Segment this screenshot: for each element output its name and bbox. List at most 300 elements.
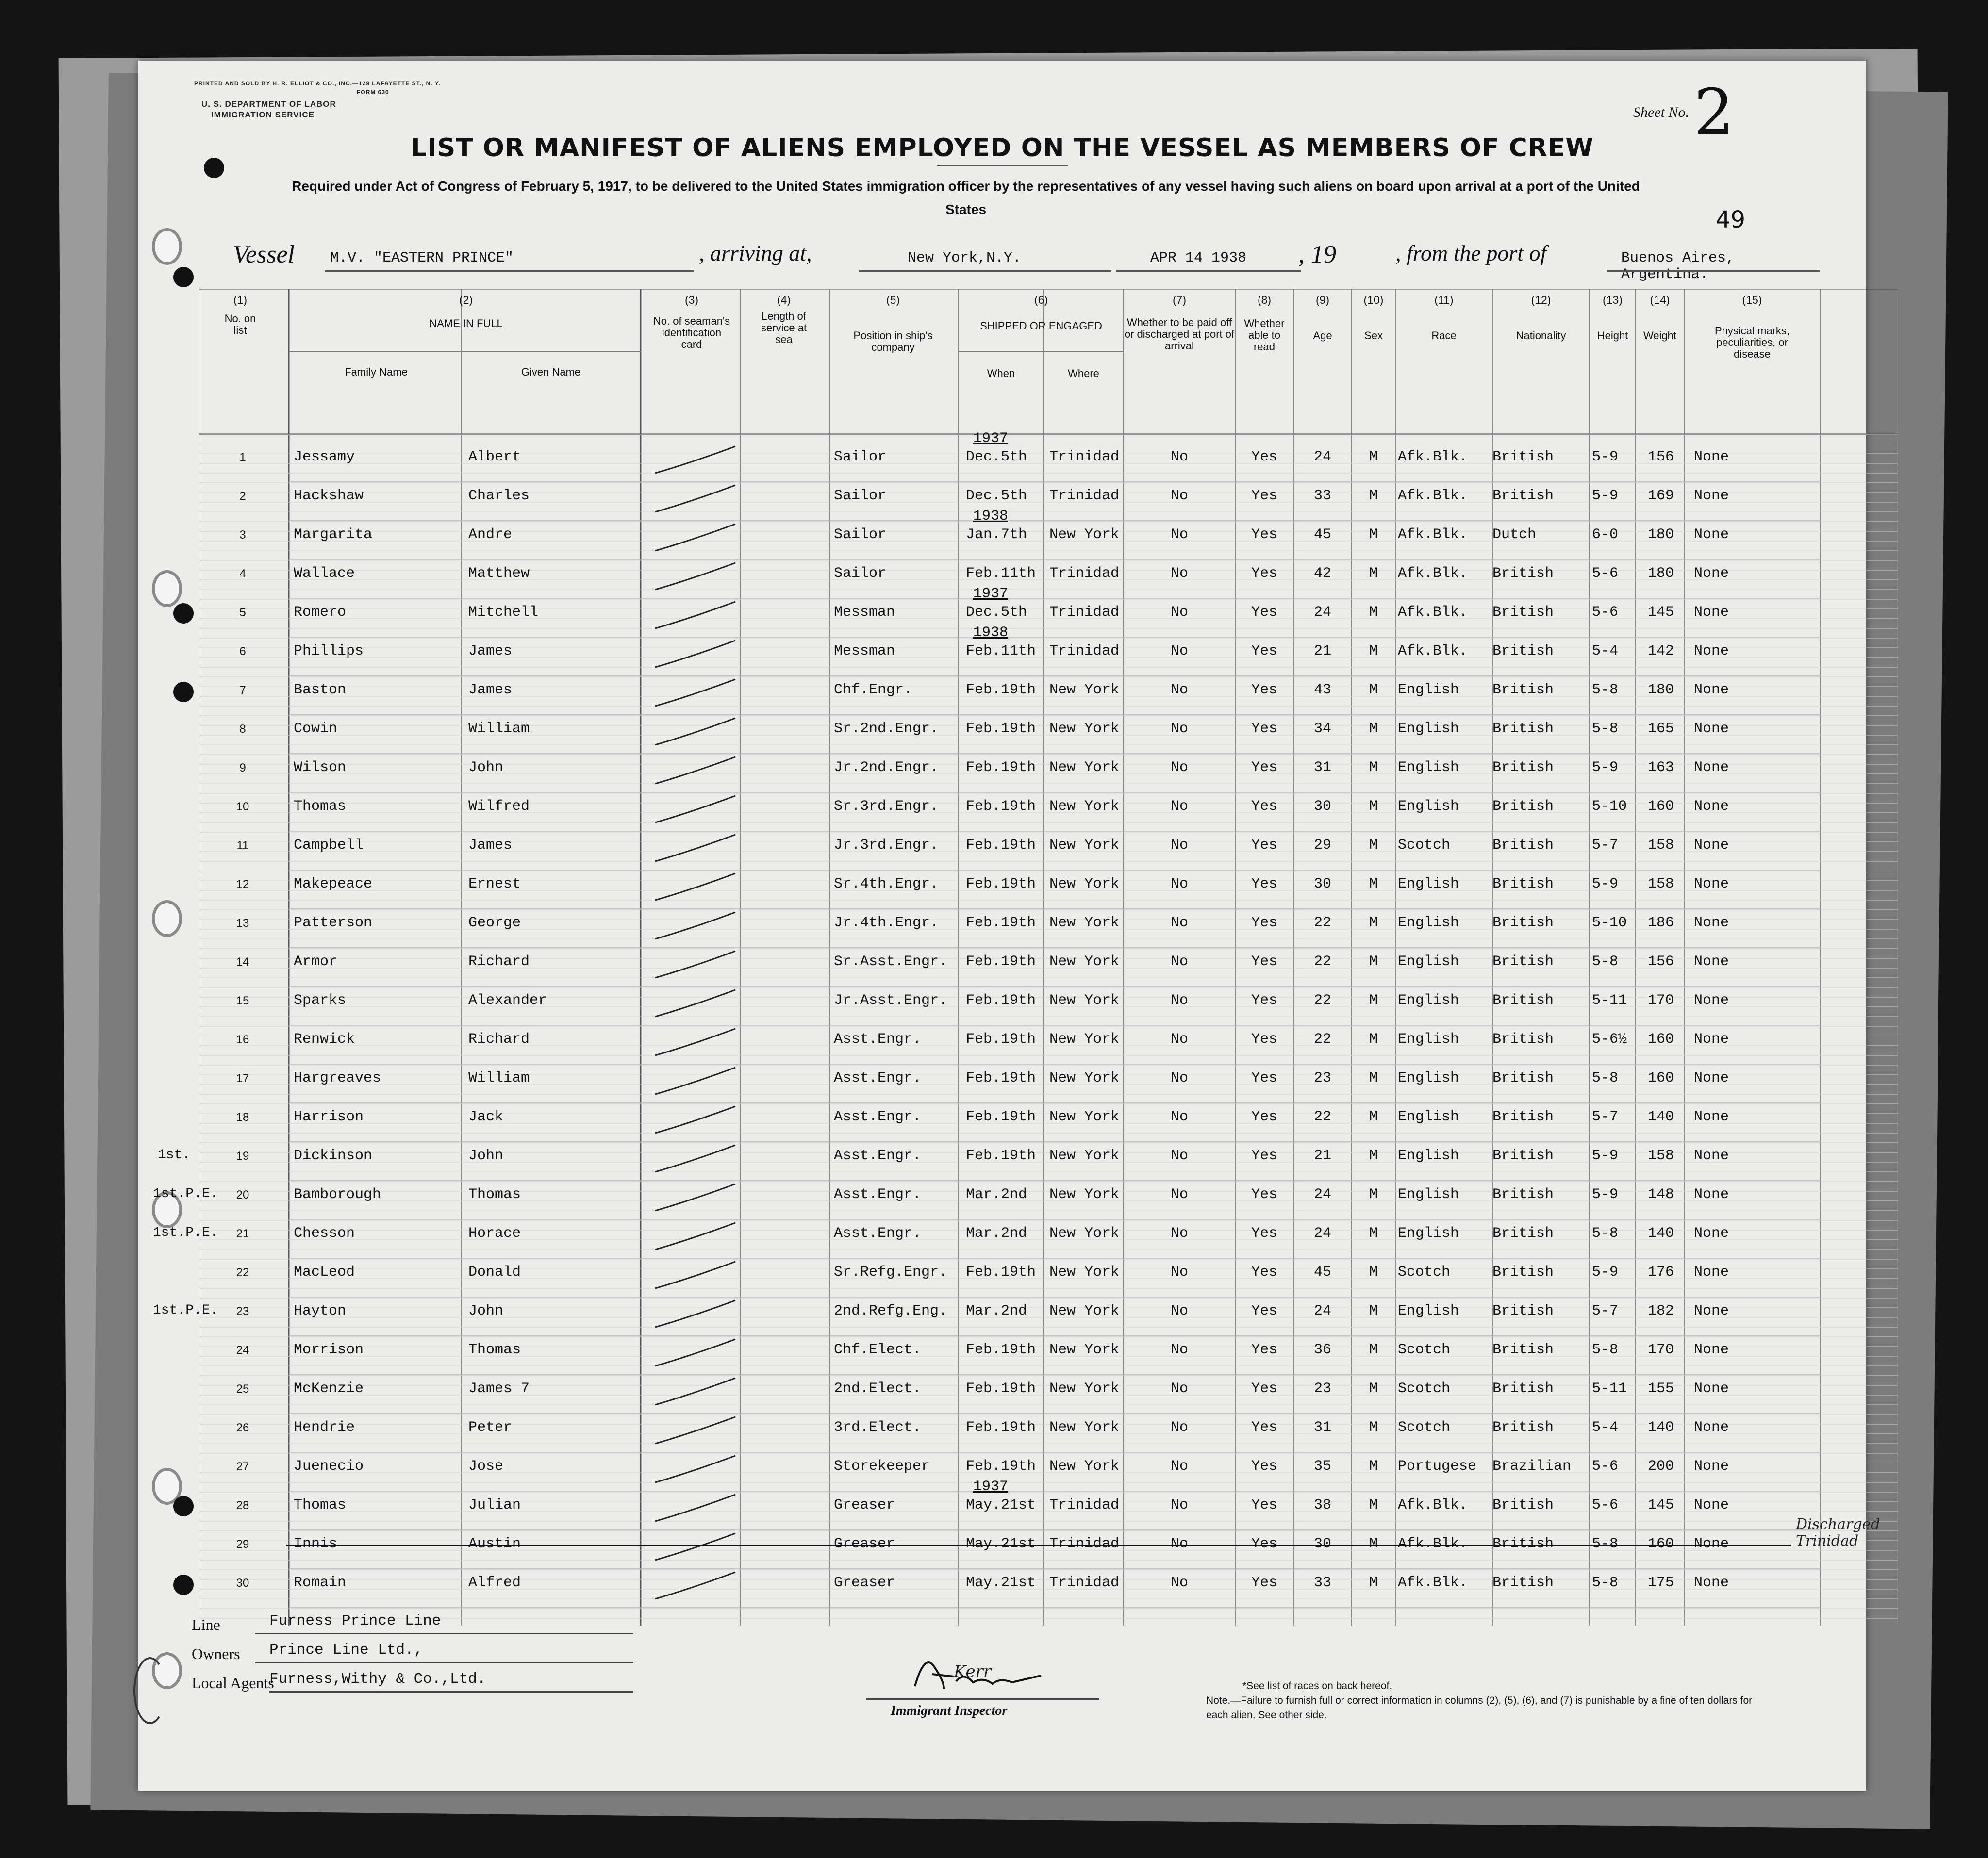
col-header-no: No. on list: [224, 312, 256, 336]
table-row: [199, 1342, 1898, 1381]
able-to-read: Yes: [1251, 1575, 1277, 1591]
position: 2nd.Refg.Eng.: [834, 1303, 948, 1319]
col-num: (6): [1034, 294, 1048, 306]
paid-off: No: [1170, 798, 1188, 815]
given-name: James: [468, 682, 513, 698]
page-subtitle: Required under Act of Congress of February 5, 1917, to be delivered to the United States immigration officer by the representatives of any vessel having such aliens on board upon arrival at a port of the United States: [292, 179, 1640, 217]
shipped-when: Feb.19th: [966, 837, 1036, 854]
col-header-shipped: SHIPPED OR ENGAGED: [980, 320, 1102, 332]
weight: 140: [1647, 1109, 1674, 1125]
shipped-where: New York: [1049, 1342, 1120, 1358]
agents-label: Local Agents: [192, 1674, 274, 1692]
able-to-read: Yes: [1251, 837, 1277, 854]
nationality: British: [1492, 488, 1554, 504]
weight: 140: [1647, 1419, 1674, 1436]
able-to-read: Yes: [1251, 721, 1277, 737]
nationality: British: [1492, 1575, 1554, 1591]
family-name: Chesson: [294, 1225, 355, 1242]
paid-off: No: [1170, 1419, 1188, 1436]
age: 24: [1313, 449, 1331, 465]
age: 42: [1313, 565, 1331, 582]
family-name: Harrison: [294, 1109, 364, 1125]
race: English: [1398, 1186, 1459, 1203]
col-header-id-card: No. of seaman's identification card: [653, 315, 730, 350]
able-to-read: Yes: [1251, 1303, 1277, 1319]
race: Afk.Blk.: [1398, 643, 1468, 659]
arriving-label: , arriving at,: [699, 241, 812, 265]
height: 5-9: [1592, 759, 1619, 776]
paid-off: No: [1170, 1031, 1188, 1048]
row-number: 19: [236, 1150, 249, 1163]
position: Jr.2nd.Engr.: [834, 759, 939, 776]
check-mark-icon: [650, 871, 747, 910]
age: 45: [1313, 526, 1331, 543]
owners-label: Owners: [192, 1645, 240, 1662]
given-name: Charles: [468, 488, 530, 504]
race: Scotch: [1398, 1381, 1451, 1397]
family-name: Patterson: [294, 915, 373, 931]
margin-note: 1st.P.E.: [153, 1303, 218, 1318]
line-label: Line: [192, 1616, 220, 1633]
check-mark-icon: [650, 638, 747, 677]
sex: M: [1369, 721, 1378, 737]
position: Greaser: [834, 1536, 895, 1552]
physical-marks: None: [1694, 1575, 1729, 1591]
sex: M: [1369, 992, 1378, 1009]
col-header-service: Length of service at sea: [761, 310, 807, 345]
physical-marks: None: [1694, 1186, 1729, 1203]
sex: M: [1369, 759, 1378, 776]
row-number: 8: [239, 723, 246, 736]
family-name: Juenecio: [294, 1458, 364, 1475]
col-num: (13): [1603, 294, 1623, 306]
able-to-read: Yes: [1251, 604, 1277, 621]
row-number: 22: [236, 1266, 249, 1279]
able-to-read: Yes: [1251, 954, 1277, 970]
from-port: Buenos Aires, Argentina.: [1621, 250, 1735, 283]
sex: M: [1369, 1575, 1378, 1591]
service-label: IMMIGRATION SERVICE: [211, 110, 315, 119]
nationality: British: [1492, 1186, 1554, 1203]
sex: M: [1369, 876, 1378, 892]
shipped-when: Feb.19th: [966, 1419, 1036, 1436]
paid-off: No: [1170, 721, 1188, 737]
age: 23: [1313, 1070, 1331, 1086]
paid-off: No: [1170, 837, 1188, 854]
shipped-where: Trinidad: [1049, 565, 1120, 582]
year-label: , 19: [1298, 241, 1336, 268]
family-name: Morrison: [294, 1342, 364, 1358]
shipped-when: Feb.19th: [966, 1109, 1036, 1125]
family-name: Hackshaw: [294, 488, 364, 504]
able-to-read: Yes: [1251, 449, 1277, 465]
sex: M: [1369, 1148, 1378, 1164]
age: 31: [1313, 1419, 1331, 1436]
col-header-family: Family Name: [345, 366, 408, 378]
able-to-read: Yes: [1251, 759, 1277, 776]
nationality: British: [1492, 759, 1554, 776]
row-number: 28: [236, 1499, 249, 1512]
family-name: Innis: [294, 1536, 338, 1552]
sheet-number: 2: [1694, 75, 1734, 149]
shipped-when: Feb.19th: [966, 759, 1036, 776]
shipped-where: New York: [1049, 1381, 1120, 1397]
check-mark-icon: [650, 949, 747, 987]
shipped-when: Feb.19th: [966, 1070, 1036, 1086]
weight: 200: [1647, 1458, 1674, 1475]
race: English: [1398, 682, 1459, 698]
weight: 155: [1647, 1381, 1674, 1397]
row-number: 5: [239, 606, 246, 619]
check-mark-icon: [650, 1453, 747, 1492]
strike-through: [286, 1545, 1791, 1546]
table-row: [199, 1381, 1898, 1419]
side-mark: 49: [1716, 206, 1746, 233]
paid-off: No: [1170, 1342, 1188, 1358]
family-name: Thomas: [294, 1497, 347, 1513]
shipped-where: New York: [1049, 721, 1120, 737]
height: 5-8: [1592, 1575, 1619, 1591]
race: Scotch: [1398, 1264, 1451, 1281]
row-number: 6: [239, 645, 246, 658]
family-name: Cowin: [294, 721, 338, 737]
race: English: [1398, 1031, 1459, 1048]
sex: M: [1369, 565, 1378, 582]
position: Messman: [834, 604, 895, 621]
year-mark: 1938: [973, 625, 1009, 641]
col-header-race: Race: [1431, 329, 1457, 342]
family-name: MacLeod: [294, 1264, 355, 1281]
able-to-read: Yes: [1251, 1497, 1277, 1513]
family-name: Margarita: [294, 526, 373, 543]
year-mark: 1937: [973, 586, 1009, 602]
family-name: Hayton: [294, 1303, 347, 1319]
family-name: Thomas: [294, 798, 347, 815]
sex: M: [1369, 449, 1378, 465]
shipped-where: New York: [1049, 1419, 1120, 1436]
row-number: 11: [236, 839, 249, 852]
nationality: British: [1492, 1419, 1554, 1436]
race: Afk.Blk.: [1398, 1536, 1468, 1552]
position: Sailor: [834, 449, 887, 465]
shipped-when: Feb.19th: [966, 1458, 1036, 1475]
col-num: (2): [459, 294, 473, 306]
sex: M: [1369, 1303, 1378, 1319]
shipped-when: Feb.11th: [966, 643, 1036, 659]
check-mark-icon: [650, 1026, 747, 1065]
age: 21: [1313, 1148, 1331, 1164]
shipped-when: Mar.2nd: [966, 1186, 1027, 1203]
height: 5-8: [1592, 1225, 1619, 1242]
sex: M: [1369, 604, 1378, 621]
paid-off: No: [1170, 876, 1188, 892]
vessel-row: [233, 240, 1786, 283]
nationality: British: [1492, 1148, 1554, 1164]
shipped-where: Trinidad: [1049, 1536, 1120, 1552]
given-name: Richard: [468, 1031, 530, 1048]
weight: 170: [1647, 992, 1674, 1009]
physical-marks: None: [1694, 837, 1729, 854]
nationality: British: [1492, 992, 1554, 1009]
shipped-when: Feb.11th: [966, 565, 1036, 582]
family-name: Baston: [294, 682, 347, 698]
position: Storekeeper: [834, 1458, 930, 1475]
physical-marks: None: [1694, 798, 1729, 815]
family-name: Jessamy: [294, 449, 355, 465]
height: 5-9: [1592, 1264, 1619, 1281]
family-name: Romain: [294, 1575, 347, 1591]
height: 5-6: [1592, 604, 1619, 621]
able-to-read: Yes: [1251, 488, 1277, 504]
check-mark-icon: [650, 1104, 747, 1143]
weight: 142: [1647, 643, 1674, 659]
shipped-where: Trinidad: [1049, 604, 1120, 621]
margin-note: 1st.: [158, 1148, 191, 1163]
given-name: Wilfred: [468, 798, 530, 815]
sex: M: [1369, 526, 1378, 543]
nationality: British: [1492, 721, 1554, 737]
physical-marks: None: [1694, 1342, 1729, 1358]
position: Greaser: [834, 1575, 895, 1591]
sex: M: [1369, 1381, 1378, 1397]
penalty-note: Note.—Failure to furnish full or correct information in columns (2), (5), (6), and (7) is punishable by a fine of ten dollars for each alien. See other side.: [1206, 1695, 1753, 1721]
race: Scotch: [1398, 837, 1451, 854]
physical-marks: None: [1694, 488, 1729, 504]
able-to-read: Yes: [1251, 1342, 1277, 1358]
paid-off: No: [1170, 604, 1188, 621]
paid-off: No: [1170, 1070, 1188, 1086]
binder-hole: [152, 570, 182, 607]
age: 22: [1313, 954, 1331, 970]
given-name: James: [468, 837, 513, 854]
race: English: [1398, 915, 1459, 931]
table-row: [199, 1109, 1898, 1148]
shipped-where: New York: [1049, 1148, 1120, 1164]
weight: 170: [1647, 1342, 1674, 1358]
check-mark-icon: [650, 1298, 747, 1337]
row-number: 27: [236, 1460, 249, 1473]
given-name: Jose: [468, 1458, 504, 1475]
year-mark: 1938: [973, 508, 1009, 525]
age: 22: [1313, 1031, 1331, 1048]
col-header-age: Age: [1313, 329, 1332, 342]
age: 38: [1313, 1497, 1331, 1513]
sex: M: [1369, 1186, 1378, 1203]
line-value: Furness Prince Line: [269, 1612, 441, 1629]
nationality: British: [1492, 1303, 1554, 1319]
check-mark-icon: [650, 1570, 747, 1609]
check-mark-icon: [650, 444, 747, 483]
able-to-read: Yes: [1251, 643, 1277, 659]
table-row: [199, 721, 1898, 759]
date-underline: [1116, 270, 1301, 272]
race: English: [1398, 1303, 1459, 1319]
paid-off: No: [1170, 1148, 1188, 1164]
nationality: British: [1492, 565, 1554, 582]
paid-off: No: [1170, 1186, 1188, 1203]
shipped-where: New York: [1049, 1225, 1120, 1242]
race: Portugese: [1398, 1458, 1477, 1475]
age: 43: [1313, 682, 1331, 698]
weight: 160: [1647, 1070, 1674, 1086]
row-number: 23: [236, 1305, 249, 1318]
col-num: (3): [684, 294, 699, 306]
table-row: [199, 954, 1898, 992]
given-name: Austin: [468, 1536, 521, 1552]
race: Scotch: [1398, 1342, 1451, 1358]
age: 34: [1313, 721, 1331, 737]
paid-off: No: [1170, 1264, 1188, 1281]
physical-marks: None: [1694, 1264, 1729, 1281]
height: 5-9: [1592, 449, 1619, 465]
manifest-page: [138, 61, 1880, 1791]
physical-marks: None: [1694, 643, 1729, 659]
shipped-where: New York: [1049, 1109, 1120, 1125]
family-name: Campbell: [294, 837, 364, 854]
shipped-where: Trinidad: [1049, 488, 1120, 504]
age: 24: [1313, 1225, 1331, 1242]
nationality: British: [1492, 915, 1554, 931]
row-number: 14: [236, 955, 249, 969]
given-name: Ernest: [468, 876, 521, 892]
check-mark-icon: [650, 1065, 747, 1104]
race: English: [1398, 992, 1459, 1009]
nationality: British: [1492, 1225, 1554, 1242]
given-name: James: [468, 643, 513, 659]
weight: 160: [1647, 798, 1674, 815]
nationality: British: [1492, 1070, 1554, 1086]
shipped-where: New York: [1049, 992, 1120, 1009]
check-mark-icon: [650, 1531, 747, 1570]
binder-hole: [152, 228, 182, 265]
check-mark-icon: [650, 1376, 747, 1414]
position: Sailor: [834, 488, 887, 504]
table-row: [199, 1225, 1898, 1264]
age: 24: [1313, 604, 1331, 621]
nationality: British: [1492, 876, 1554, 892]
weight: 160: [1647, 1536, 1674, 1552]
able-to-read: Yes: [1251, 1419, 1277, 1436]
nationality: British: [1492, 1031, 1554, 1048]
races-note: *See list of races on back hereof.: [1242, 1680, 1392, 1692]
given-name: Thomas: [468, 1342, 521, 1358]
paid-off: No: [1170, 1536, 1188, 1552]
physical-marks: None: [1694, 992, 1729, 1009]
height: 5-8: [1592, 1536, 1619, 1552]
shipped-when: Mar.2nd: [966, 1303, 1027, 1319]
table-row: [199, 1186, 1898, 1225]
height: 5-8: [1592, 1342, 1619, 1358]
shipped-when: May.21st: [966, 1497, 1036, 1513]
able-to-read: Yes: [1251, 992, 1277, 1009]
owners-underline: [255, 1662, 633, 1663]
age: 35: [1313, 1458, 1331, 1475]
race: Afk.Blk.: [1398, 449, 1468, 465]
row-number: 12: [236, 878, 249, 891]
shipped-where: New York: [1049, 526, 1120, 543]
height: 5-4: [1592, 1419, 1619, 1436]
race: English: [1398, 954, 1459, 970]
sheet-label: Sheet No.: [1633, 104, 1689, 120]
physical-marks: None: [1694, 449, 1729, 465]
paid-off: No: [1170, 1458, 1188, 1475]
physical-marks: None: [1694, 604, 1729, 621]
family-name: Wilson: [294, 759, 347, 776]
shipped-when: Feb.19th: [966, 798, 1036, 815]
table-row: [199, 604, 1898, 643]
given-name: Julian: [468, 1497, 521, 1513]
height: 5-6½: [1592, 1031, 1627, 1048]
check-mark-icon: [650, 793, 747, 832]
punch-dot: [173, 682, 194, 702]
row-number: 26: [236, 1421, 249, 1434]
table-row: [199, 915, 1898, 954]
position: Chf.Elect.: [834, 1342, 922, 1358]
col-num: (9): [1315, 294, 1330, 306]
row-number: 7: [239, 684, 246, 697]
nationality: Brazilian: [1492, 1458, 1572, 1475]
col-header-name: NAME IN FULL: [429, 317, 503, 329]
punch-dot: [173, 1496, 194, 1516]
col-header-paid-off: Whether to be paid off or discharged at port of arrival: [1124, 316, 1235, 352]
weight: 158: [1647, 1148, 1674, 1164]
row-number: 10: [236, 800, 249, 813]
age: 22: [1313, 915, 1331, 931]
physical-marks: None: [1694, 565, 1729, 582]
table-row: [199, 798, 1898, 837]
family-name: Romero: [294, 604, 347, 621]
sex: M: [1369, 1342, 1378, 1358]
age: 30: [1313, 876, 1331, 892]
race: English: [1398, 876, 1459, 892]
check-mark-icon: [650, 755, 747, 793]
weight: 158: [1647, 876, 1674, 892]
col-num: (14): [1650, 294, 1670, 306]
shipped-when: Feb.19th: [966, 915, 1036, 931]
port-underline: [859, 270, 1111, 272]
given-name: Albert: [468, 449, 521, 465]
department-label: U. S. DEPARTMENT OF LABOR: [201, 99, 336, 109]
row-number: 25: [236, 1382, 249, 1396]
given-name: Peter: [468, 1419, 513, 1436]
shipped-where: New York: [1049, 798, 1120, 815]
row-number: 2: [239, 490, 246, 503]
nationality: British: [1492, 954, 1554, 970]
table-row: [199, 526, 1898, 565]
sex: M: [1369, 488, 1378, 504]
shipped-when: Feb.19th: [966, 1381, 1036, 1397]
shipped-where: Trinidad: [1049, 1575, 1120, 1591]
position: 3rd.Elect.: [834, 1419, 922, 1436]
table-row: [199, 1536, 1898, 1575]
height: 5-8: [1592, 1070, 1619, 1086]
paid-off: No: [1170, 449, 1188, 465]
paid-off: No: [1170, 759, 1188, 776]
position: Sr.Refg.Engr.: [834, 1264, 948, 1281]
check-mark-icon: [650, 522, 747, 560]
bracket-mark: [133, 1657, 166, 1724]
owners-value: Prince Line Ltd.,: [269, 1642, 423, 1659]
check-mark-icon: [650, 832, 747, 871]
race: English: [1398, 1070, 1459, 1086]
shipped-where: New York: [1049, 682, 1120, 698]
row-number: 29: [236, 1538, 249, 1551]
shipped-where: Trinidad: [1049, 449, 1120, 465]
able-to-read: Yes: [1251, 1031, 1277, 1048]
position: Sr.3rd.Engr.: [834, 798, 939, 815]
sex: M: [1369, 915, 1378, 931]
race: English: [1398, 1148, 1459, 1164]
